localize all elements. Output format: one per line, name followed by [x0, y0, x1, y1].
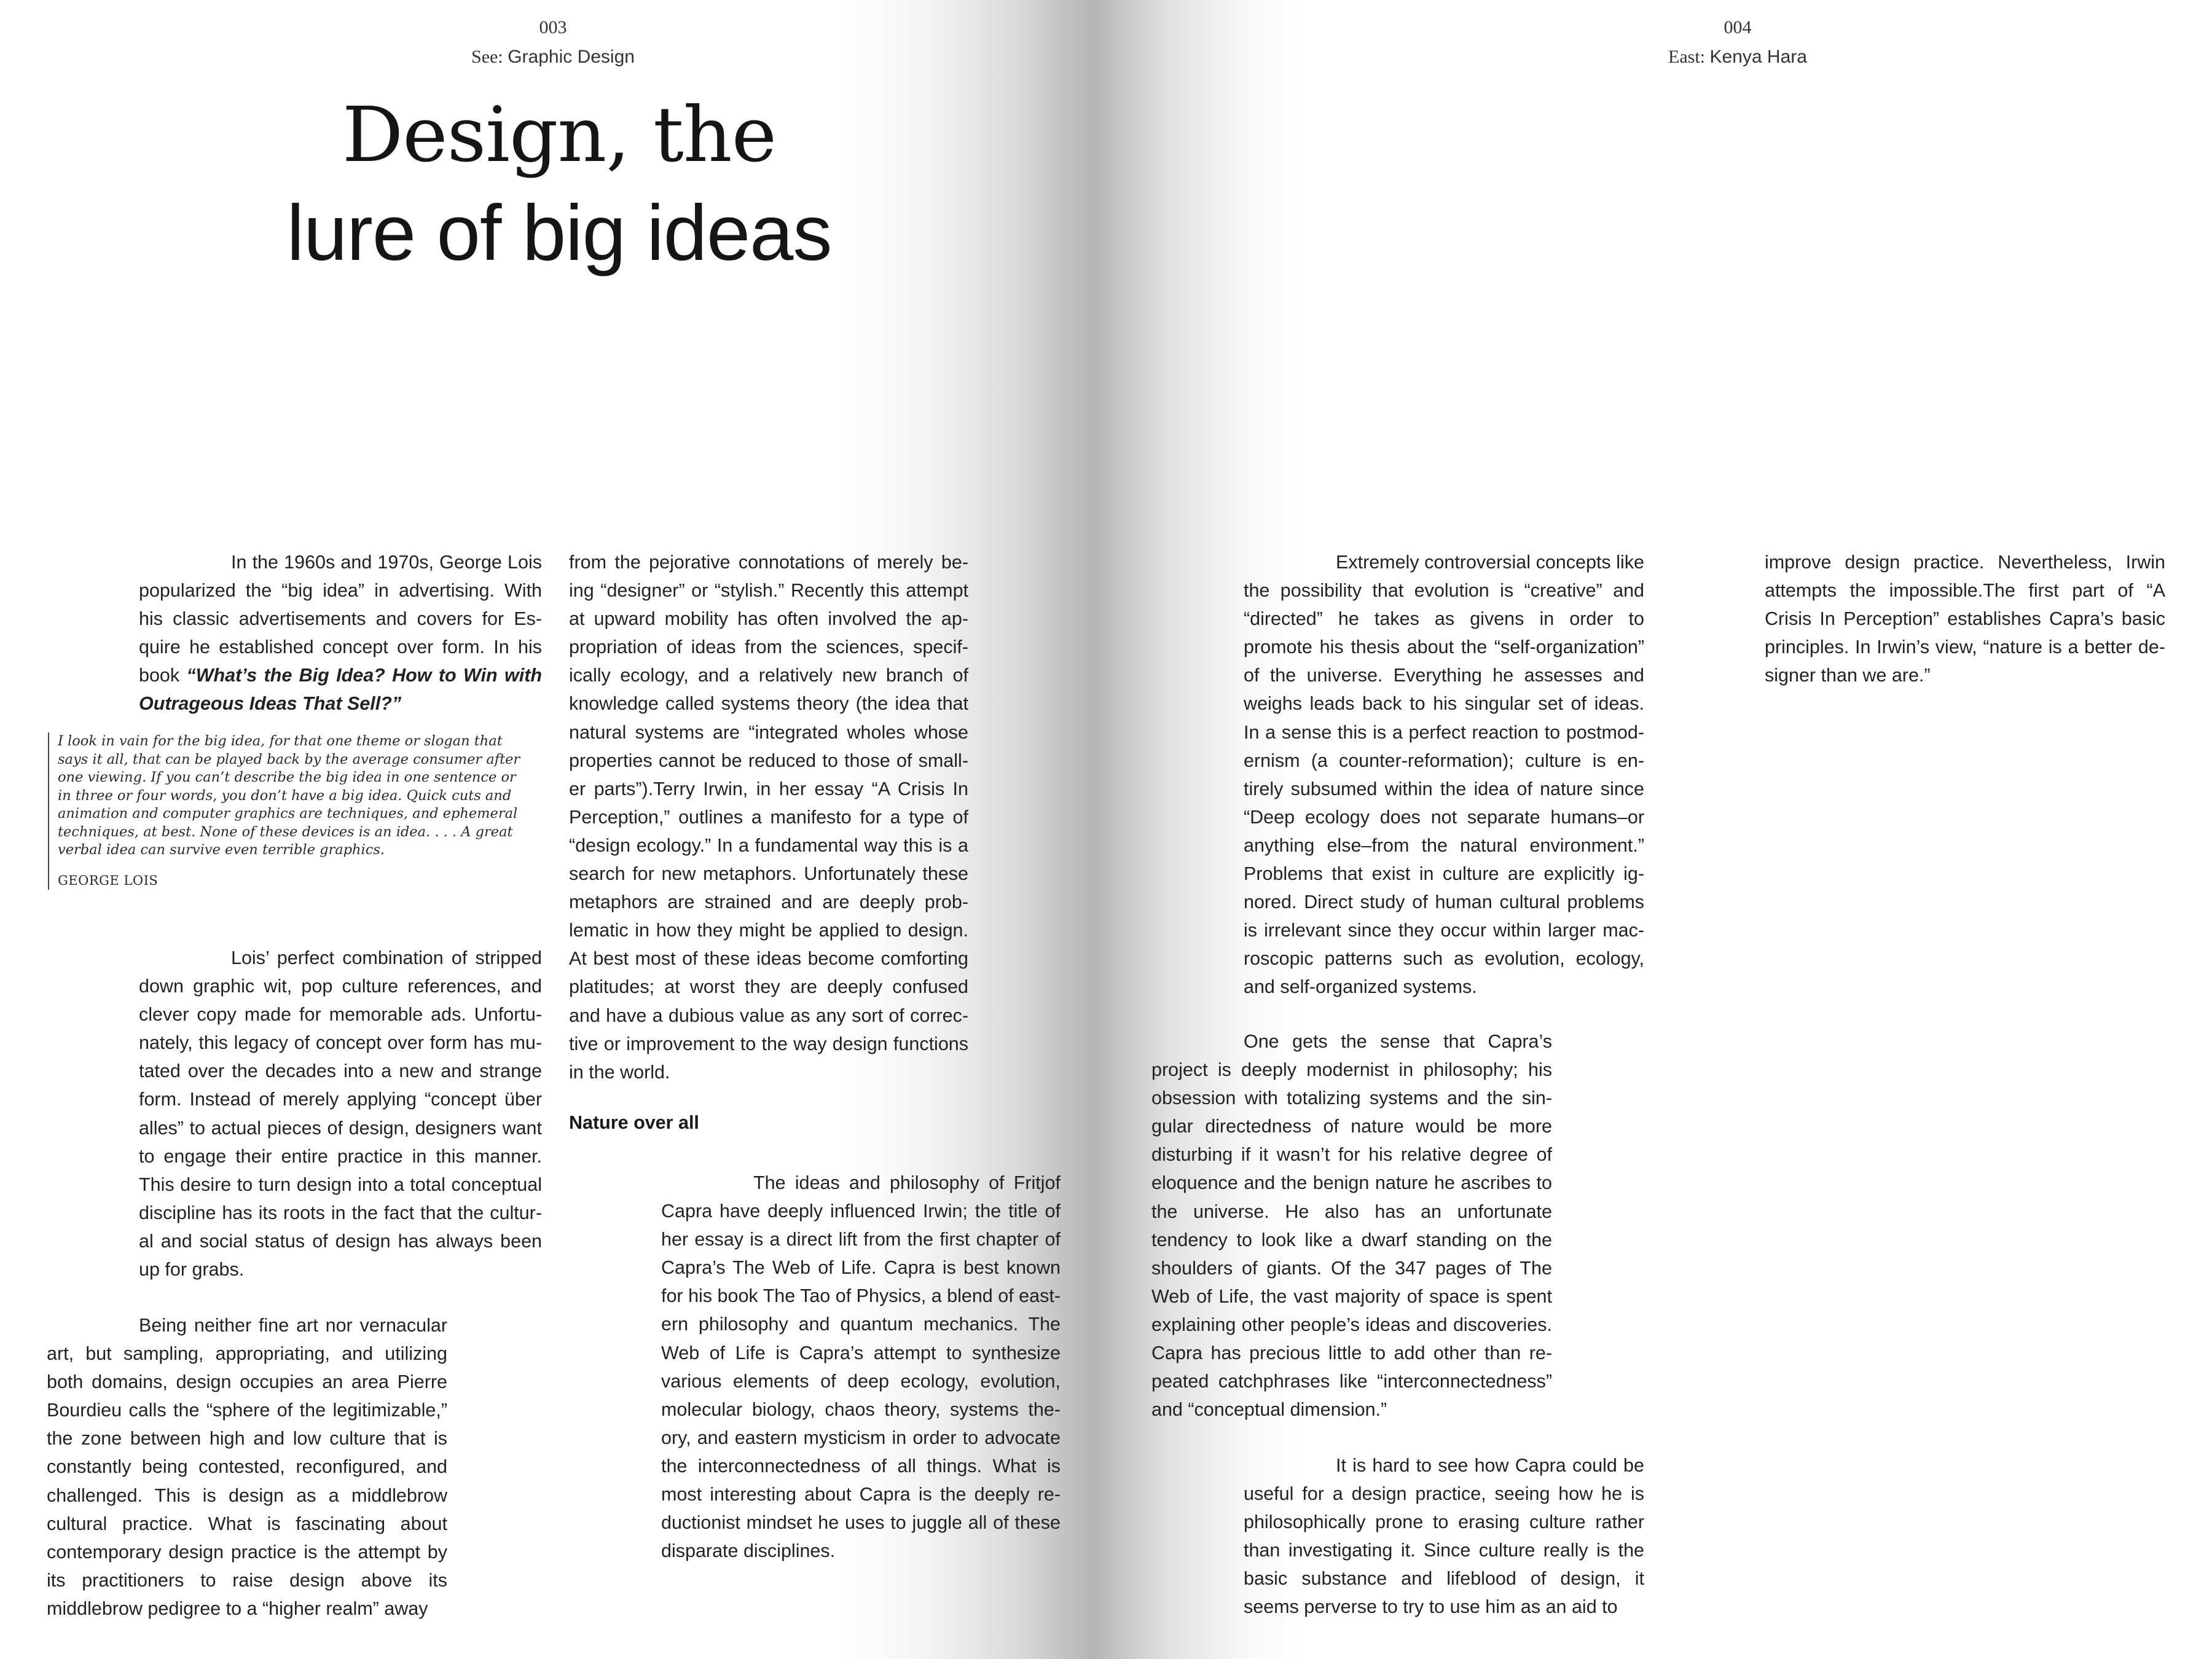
page-number-right: 004: [1724, 17, 1752, 37]
paragraph-intro: [139, 548, 542, 718]
paragraph-lois: Lois’ perfect combination of stripped down graphic wit, pop culture references, and clever copy made for memorable ads. Unfortunately, this legacy of concept over form has mutated over the decades into a new and strange form. Instead of merely applying “concept über alles” to actual pieces of design, designers want to engage their entire practice in this manner. This desire to turn design into a total conceptual discipline has its roots in the fact that the cultural and social status of design has always been up for grabs.: [139, 947, 542, 1281]
column-2-lower: [661, 1169, 1061, 1565]
paragraph-pejorative: from the pejorative connotations of merely being “designer” or “stylish.” Recently this attempt at upward mobility has often involved the appropriation of ideas from the sciences, specifically ecology, and a relatively new branch of knowledge called systems theory (the idea that natural systems are “integrated wholes whose properties cannot be reduced to those of smaller parts”).Terry Irwin, in her essay “A Crisis In Perception,” outlines a manifesto for a type of “design ecology.” In a fundamental way this is a search for new metaphors. Unfortunately these metaphors are strained and are deeply problematic in how they might be applied to design. At best most of these ideas become comforting platitudes; at worst they are deeply confused and have a dubious value as any sort of corrective or improvement to the way design functions in the world.: [569, 552, 968, 1083]
section-label-left: [369, 47, 737, 68]
column-1-lower: [47, 1311, 447, 1623]
section-label-left-key: See:: [471, 47, 503, 67]
paragraph-hard-to-see: It is hard to see how Capra could be useful for a design practice, seeing how he is philosophically prone to erasing culture rather than investigating it. Since culture really is the basic substance and lifeblood of design, it seems perverse to try to use him as an aid to: [1244, 1455, 1644, 1618]
page-number-left: 003: [539, 17, 567, 37]
column-2: [569, 548, 968, 1086]
column-3-upper: [1244, 548, 1644, 1002]
paragraph-capra: The ideas and philosophy of Fritjof Capra have deeply influenced Irwin; the title of her essay is a direct lift from the first chapter of Capra’s The Web of Life. Capra is best known for his book The Tao of Physics, a blend of eastern philosophy and quantum mechanics. The Web of Life is Capra’s attempt to synthesize various elements of deep ecology, evolution, molecular biology, chaos theory, systems theory, and eastern mysticism in order to advocate the interconnectedness of all things. What is most interesting about Capra is the deeply reductionist mindset he uses to juggle all of these disparate disciplines.: [661, 1172, 1061, 1562]
paragraph-modernist: One gets the sense that Capra’s project is deeply modernist in philosophy; his obsession with totalizing systems and the singular directedness of nature would be more disturbing if it wasn’t for his relative degree of eloquence and the benign nature he ascribes to the universe. He also has an unfortunate tendency to look like a dwarf standing on the shoulders of giants. Of the 347 pages of The Web of Life, the vast majority of space is spent explaining other people’s ideas and discoveries. Capra has precious little to add other than repeated catchphrases like “interconnectedness” and “conceptual dimension.”: [1151, 1031, 1552, 1421]
paragraph-intro-text: In the 1960s and 1970s, George Lois popularized the “big idea” in advertising. With his classic advertisements and covers for Esquire he established concept over form. In his book: [139, 552, 542, 686]
column-4: [1765, 548, 2165, 689]
column-3-lower: [1244, 1451, 1644, 1622]
section-label-left-value: Graphic Design: [508, 47, 635, 67]
article-title: [123, 86, 995, 283]
pull-quote-text: I look in vain for the big idea, for that one theme or slogan that says it all, that can be played back by the average consumer after one viewing. If you can’t describe the big idea in one sentence or in three or four words, you don’t have a big idea. Quick cuts and animation and computer graphics are techniques, and ephemeral techniques, at best. None of these devices is an idea. . . . A great verbal idea can survive even terrible graphics.: [58, 733, 520, 858]
paragraph-improve: improve design practice. Nevertheless, Irwin attempts the impossible.The first part of “A Crisis In Perception” establishes Capra’s basic principles. In Irwin’s view, “nature is a better designer than we are.”: [1765, 552, 2165, 686]
title-line-1: Design, the: [342, 91, 777, 179]
paragraph-bourdieu: Being neither fine art nor vernacular art, but sampling, appropriating, and utilizing both domains, design occupies an area Pierre Bourdieu calls the “sphere of the legitimizable,” the zone between high and low culture that is constantly being contested, reconfigured, and challenged. This is design as a middlebrow cultural practice. What is fascinating about contemporary design practice is the attempt by its practitioners to raise design above its middlebrow pedigree to a “higher realm” away: [47, 1315, 447, 1619]
section-label-right: [1553, 47, 1922, 68]
paragraph-controversial: Extremely controversial concepts like the possibility that evolution is “creative” and “directed” he takes as givens in order to promote his thesis about the “self-organization” of the universe. Everything he assesses and weighs leads back to his singular set of ideas. In a sense this is a perfect reaction to postmodernism (a counter-reformation); culture is entirely subsumed within the idea of nature since “Deep ecology does not separate humans–or anything else–from the natural environment.” Problems that exist in culture are explicitly ignored. Direct study of human cultural problems is irrelevant since they occur within larger macroscopic patterns such as evolution, ecology, and self-organized systems.: [1244, 552, 1644, 998]
column-1-middle: [139, 944, 542, 1284]
pull-quote: [48, 732, 525, 890]
book-title: “What’s the Big Idea? How to Win with Outrageous Ideas That Sell?”: [139, 665, 542, 715]
column-3-middle: [1151, 1027, 1552, 1424]
subheading-nature: Nature over all: [569, 1112, 699, 1133]
column-1-intro: [139, 548, 542, 718]
section-label-right-key: East:: [1668, 47, 1706, 67]
pull-quote-author: GEORGE LOIS: [58, 873, 159, 888]
title-line-2: lure of big ideas: [286, 189, 832, 277]
section-label-right-value: Kenya Hara: [1709, 47, 1807, 67]
